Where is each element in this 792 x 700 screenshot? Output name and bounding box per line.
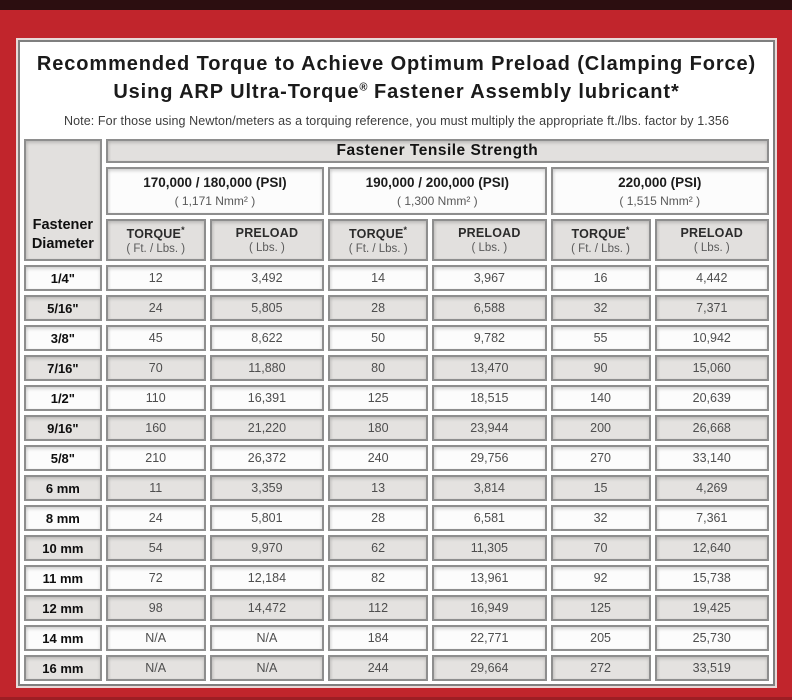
diameter-cell: 12 mm bbox=[24, 595, 102, 621]
torque-value-cell: 55 bbox=[551, 325, 651, 351]
torque-table bbox=[20, 135, 773, 685]
preload-value-cell: 11,880 bbox=[210, 355, 324, 381]
torque-value-cell: 80 bbox=[328, 355, 428, 381]
preload-value-cell: 16,391 bbox=[210, 385, 324, 411]
diameter-cell: 10 mm bbox=[24, 535, 102, 561]
torque-value-cell: 125 bbox=[551, 595, 651, 621]
diameter-cell: 8 mm bbox=[24, 505, 102, 531]
preload-value-cell: 29,756 bbox=[432, 445, 546, 471]
torque-unit: ( Ft. / Lbs. ) bbox=[571, 243, 630, 256]
torque-value-cell: 28 bbox=[328, 505, 428, 531]
preload-value-cell: 12,184 bbox=[210, 565, 324, 591]
torque-unit: ( Ft. / Lbs. ) bbox=[126, 243, 186, 256]
nmm-rating: ( 1,515 Nmm² ) bbox=[619, 193, 701, 208]
preload-value-cell: 23,944 bbox=[432, 415, 546, 441]
preload-label: PRELOAD bbox=[458, 226, 521, 240]
preload-value-cell: 16,949 bbox=[432, 595, 546, 621]
torque-value-cell: 54 bbox=[106, 535, 206, 561]
corner-header-fastener-diameter bbox=[24, 139, 102, 261]
diameter-cell: 6 mm bbox=[24, 475, 102, 501]
psi-rating: 170,000 / 180,000 (PSI) bbox=[143, 174, 287, 190]
diameter-cell: 14 mm bbox=[24, 625, 102, 651]
table-row bbox=[24, 415, 769, 441]
preload-value-cell: 13,470 bbox=[432, 355, 546, 381]
torque-footnote-mark: * bbox=[181, 224, 185, 235]
torque-value-cell: 98 bbox=[106, 595, 206, 621]
torque-value-cell: 32 bbox=[551, 505, 651, 531]
torque-value-cell: 50 bbox=[328, 325, 428, 351]
preload-value-cell: 26,372 bbox=[210, 445, 324, 471]
preload-unit: ( Lbs. ) bbox=[249, 242, 285, 254]
preload-value-cell: 19,425 bbox=[655, 595, 769, 621]
torque-value-cell: 184 bbox=[328, 625, 428, 651]
table-row bbox=[24, 295, 769, 321]
top-dark-bar bbox=[0, 0, 792, 10]
corner-header-line1: Fastener bbox=[32, 217, 94, 234]
torque-value-cell: 125 bbox=[328, 385, 428, 411]
content-panel bbox=[18, 40, 775, 686]
title-line2-suffix: Fastener Assembly lubricant* bbox=[367, 81, 680, 103]
table-row bbox=[24, 385, 769, 411]
diameter-cell: 1/2" bbox=[24, 385, 102, 411]
preload-value-cell: 7,371 bbox=[655, 295, 769, 321]
torque-footnote-mark: * bbox=[403, 224, 408, 235]
preload-value-cell: 7,361 bbox=[655, 505, 769, 531]
diameter-cell: 9/16" bbox=[24, 415, 102, 441]
preload-value-cell: 20,639 bbox=[655, 385, 769, 411]
diameter-cell: 16 mm bbox=[24, 655, 102, 681]
torque-value-cell: 244 bbox=[328, 655, 428, 681]
preload-column-header-3 bbox=[655, 219, 769, 261]
diameter-cell: 7/16" bbox=[24, 355, 102, 381]
preload-value-cell: 8,622 bbox=[210, 325, 324, 351]
header-row-subcolumns bbox=[24, 219, 769, 261]
psi-header-190-200 bbox=[328, 167, 546, 215]
preload-value-cell: 21,220 bbox=[210, 415, 324, 441]
title-block bbox=[20, 42, 773, 135]
torque-unit: ( Ft. / Lbs. ) bbox=[348, 243, 408, 256]
preload-value-cell: 15,060 bbox=[655, 355, 769, 381]
table-row bbox=[24, 535, 769, 561]
torque-label: TORQUE* bbox=[571, 224, 630, 242]
table-row bbox=[24, 625, 769, 651]
torque-value-cell: 112 bbox=[328, 595, 428, 621]
preload-value-cell: 14,472 bbox=[210, 595, 324, 621]
page-title-line2 bbox=[20, 78, 773, 106]
torque-value-cell: 72 bbox=[106, 565, 206, 591]
preload-unit: ( Lbs. ) bbox=[471, 242, 508, 254]
preload-value-cell: 3,492 bbox=[210, 265, 324, 291]
table-row bbox=[24, 505, 769, 531]
torque-value-cell: N/A bbox=[106, 625, 206, 651]
preload-value-cell: 3,967 bbox=[432, 265, 546, 291]
torque-value-cell: 180 bbox=[328, 415, 428, 441]
preload-value-cell: 25,730 bbox=[655, 625, 769, 651]
torque-value-cell: 82 bbox=[328, 565, 428, 591]
table-row bbox=[24, 355, 769, 381]
header-row-psi bbox=[24, 167, 769, 215]
diameter-cell: 11 mm bbox=[24, 565, 102, 591]
preload-value-cell: 29,664 bbox=[432, 655, 546, 681]
torque-value-cell: 210 bbox=[106, 445, 206, 471]
preload-column-header-2 bbox=[432, 219, 546, 261]
table-row bbox=[24, 325, 769, 351]
preload-value-cell: N/A bbox=[210, 655, 324, 681]
diameter-cell: 5/8" bbox=[24, 445, 102, 471]
table-row bbox=[24, 445, 769, 471]
preload-value-cell: 6,581 bbox=[432, 505, 546, 531]
corner-header-line2: Diameter bbox=[31, 236, 94, 253]
torque-value-cell: 24 bbox=[106, 295, 206, 321]
preload-value-cell: 18,515 bbox=[432, 385, 546, 411]
torque-value-cell: 13 bbox=[328, 475, 428, 501]
preload-value-cell: 4,269 bbox=[655, 475, 769, 501]
psi-header-220 bbox=[551, 167, 769, 215]
preload-label: PRELOAD bbox=[235, 226, 299, 240]
title-line2-text: Using ARP Ultra-Torque bbox=[113, 81, 360, 103]
torque-value-cell: 270 bbox=[551, 445, 651, 471]
psi-header-170-180 bbox=[106, 167, 324, 215]
preload-unit: ( Lbs. ) bbox=[693, 242, 730, 254]
torque-value-cell: 15 bbox=[551, 475, 651, 501]
nmm-rating: ( 1,300 Nmm² ) bbox=[396, 193, 478, 208]
preload-value-cell: 33,140 bbox=[655, 445, 769, 471]
diameter-cell: 5/16" bbox=[24, 295, 102, 321]
preload-value-cell: 5,805 bbox=[210, 295, 324, 321]
torque-value-cell: 11 bbox=[106, 475, 206, 501]
preload-value-cell: 11,305 bbox=[432, 535, 546, 561]
torque-column-header-1 bbox=[106, 219, 206, 261]
preload-value-cell: 5,801 bbox=[210, 505, 324, 531]
diameter-cell: 1/4" bbox=[24, 265, 102, 291]
torque-value-cell: 272 bbox=[551, 655, 651, 681]
note-text: Note: For those using Newton/meters as a torquing reference, you must multiply the appropriate ft./lbs. factor by 1.356 bbox=[63, 114, 729, 128]
torque-value-cell: N/A bbox=[106, 655, 206, 681]
registered-trademark-symbol: ® bbox=[359, 81, 368, 94]
torque-value-cell: 12 bbox=[106, 265, 206, 291]
preload-value-cell: 33,519 bbox=[655, 655, 769, 681]
table-row bbox=[24, 265, 769, 291]
preload-value-cell: 26,668 bbox=[655, 415, 769, 441]
torque-value-cell: 90 bbox=[551, 355, 651, 381]
page-title-line1: Recommended Torque to Achieve Optimum Preload (Clamping Force) bbox=[36, 53, 757, 75]
preload-label: PRELOAD bbox=[680, 226, 744, 240]
torque-label: TORQUE* bbox=[126, 224, 185, 242]
table-row bbox=[24, 655, 769, 681]
torque-value-cell: 62 bbox=[328, 535, 428, 561]
diameter-cell: 3/8" bbox=[24, 325, 102, 351]
header-row-group bbox=[24, 139, 769, 163]
preload-value-cell: 3,359 bbox=[210, 475, 324, 501]
torque-value-cell: 45 bbox=[106, 325, 206, 351]
torque-value-cell: 16 bbox=[551, 265, 651, 291]
preload-value-cell: 10,942 bbox=[655, 325, 769, 351]
preload-column-header-1 bbox=[210, 219, 324, 261]
torque-value-cell: 32 bbox=[551, 295, 651, 321]
preload-value-cell: N/A bbox=[210, 625, 324, 651]
preload-value-cell: 9,970 bbox=[210, 535, 324, 561]
torque-value-cell: 140 bbox=[551, 385, 651, 411]
table-row bbox=[24, 595, 769, 621]
torque-label: TORQUE* bbox=[349, 224, 408, 242]
preload-value-cell: 9,782 bbox=[432, 325, 546, 351]
preload-value-cell: 3,814 bbox=[432, 475, 546, 501]
torque-value-cell: 92 bbox=[551, 565, 651, 591]
nmm-rating: ( 1,171 Nmm² ) bbox=[174, 193, 256, 208]
torque-value-cell: 110 bbox=[106, 385, 206, 411]
torque-value-cell: 205 bbox=[551, 625, 651, 651]
torque-value-cell: 70 bbox=[106, 355, 206, 381]
torque-value-cell: 28 bbox=[328, 295, 428, 321]
torque-value-cell: 200 bbox=[551, 415, 651, 441]
preload-value-cell: 15,738 bbox=[655, 565, 769, 591]
table-row bbox=[24, 475, 769, 501]
torque-column-header-3 bbox=[551, 219, 651, 261]
table-row bbox=[24, 565, 769, 591]
preload-value-cell: 6,588 bbox=[432, 295, 546, 321]
preload-value-cell: 13,961 bbox=[432, 565, 546, 591]
torque-value-cell: 240 bbox=[328, 445, 428, 471]
torque-value-cell: 160 bbox=[106, 415, 206, 441]
psi-rating: 190,000 / 200,000 (PSI) bbox=[365, 174, 510, 190]
torque-value-cell: 14 bbox=[328, 265, 428, 291]
preload-value-cell: 12,640 bbox=[655, 535, 769, 561]
torque-value-cell: 70 bbox=[551, 535, 651, 561]
group-header-tensile-strength: Fastener Tensile Strength bbox=[106, 139, 769, 163]
preload-value-cell: 22,771 bbox=[432, 625, 546, 651]
psi-rating: 220,000 (PSI) bbox=[618, 174, 702, 190]
torque-footnote-mark: * bbox=[625, 224, 630, 235]
torque-value-cell: 24 bbox=[106, 505, 206, 531]
torque-column-header-2 bbox=[328, 219, 428, 261]
preload-value-cell: 4,442 bbox=[655, 265, 769, 291]
